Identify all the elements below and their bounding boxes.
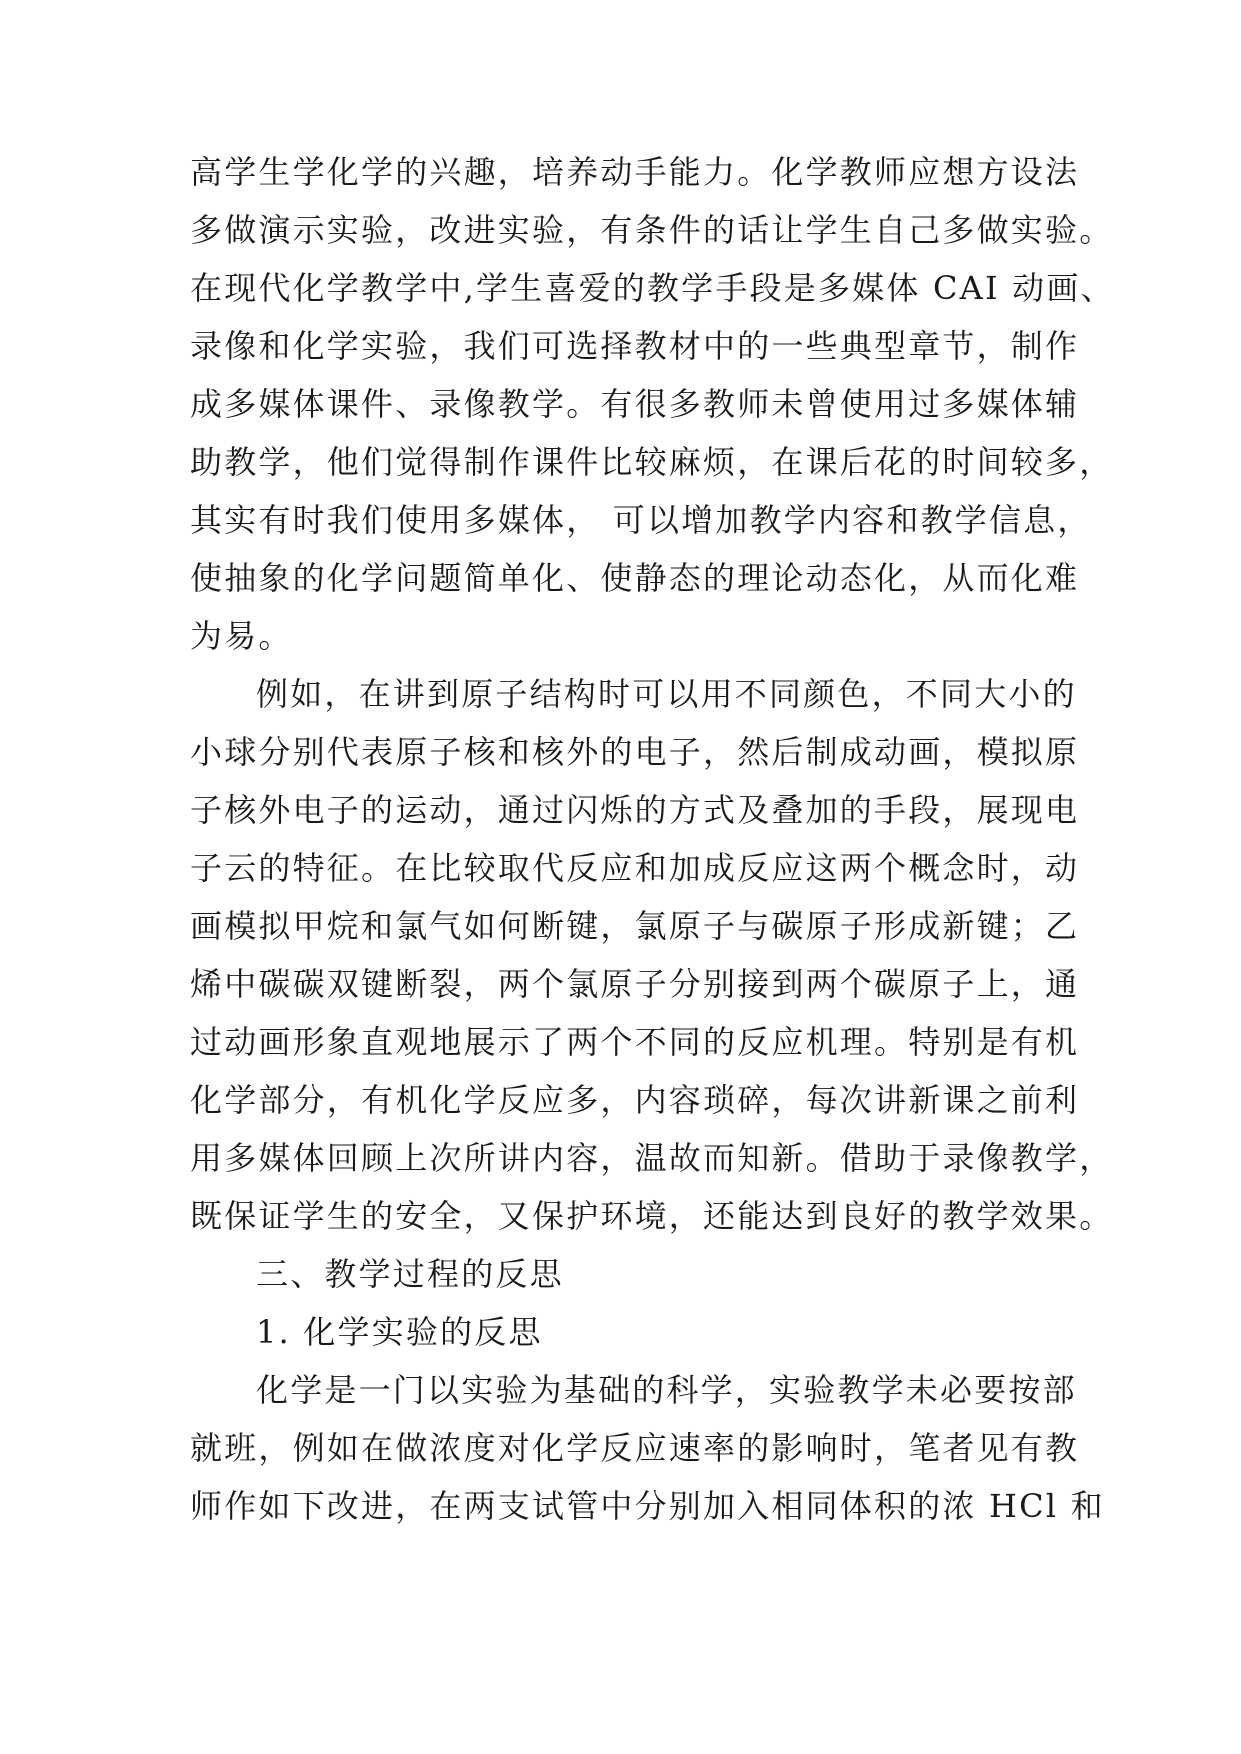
text-line: 使抽象的化学问题简单化、使静态的理论动态化，从而化难 [190, 559, 1080, 597]
section-heading: 三、教学过程的反思 [256, 1255, 564, 1293]
text-line: 子核外电子的运动，通过闪烁的方式及叠加的手段，展现电 [190, 791, 1080, 829]
text-line: 师作如下改进，在两支试管中分别加入相同体积的浓 HCl 和 [190, 1487, 1105, 1525]
text-line: 多做演示实验，改进实验，有条件的话让学生自己多做实验。 [190, 211, 1114, 249]
subsection-heading: 1. 化学实验的反思 [256, 1313, 543, 1351]
text-line: 子云的特征。在比较取代反应和加成反应这两个概念时，动 [190, 849, 1080, 887]
text-line: 助教学，他们觉得制作课件比较麻烦，在课后花的时间较多， [190, 443, 1114, 481]
paragraph-first-line: 例如，在讲到原子结构时可以用不同颜色，不同大小的 [256, 675, 1077, 713]
text-line: 成多媒体课件、录像教学。有很多教师未曾使用过多媒体辅 [190, 385, 1080, 423]
text-line: 就班，例如在做浓度对化学反应速率的影响时，笔者见有教 [190, 1429, 1080, 1467]
text-line: 小球分别代表原子核和核外的电子，然后制成动画，模拟原 [190, 733, 1080, 771]
text-line: 在现代化学教学中,学生喜爱的教学手段是多媒体 CAI 动画、 [190, 269, 1115, 307]
text-line: 化学部分，有机化学反应多，内容琐碎，每次讲新课之前利 [190, 1081, 1080, 1119]
text-line: 画模拟甲烷和氯气如何断键，氯原子与碳原子形成新键；乙 [190, 907, 1080, 945]
paragraph-first-line: 化学是一门以实验为基础的科学，实验教学未必要按部 [256, 1371, 1077, 1409]
text-line: 高学生学化学的兴趣，培养动手能力。化学教师应想方设法 [190, 153, 1080, 191]
text-line: 既保证学生的安全，又保护环境，还能达到良好的教学效果。 [190, 1197, 1114, 1235]
text-line: 用多媒体回顾上次所讲内容，温故而知新。借助于录像教学， [190, 1139, 1114, 1177]
text-line: 过动画形象直观地展示了两个不同的反应机理。特别是有机 [190, 1023, 1080, 1061]
text-line: 其实有时我们使用多媒体， 可以增加教学内容和教学信息， [190, 501, 1092, 539]
text-line: 烯中碳碳双键断裂，两个氯原子分别接到两个碳原子上，通 [190, 965, 1080, 1003]
text-line: 录像和化学实验，我们可选择教材中的一些典型章节，制作 [190, 327, 1080, 365]
text-line: 为易。 [190, 617, 293, 655]
